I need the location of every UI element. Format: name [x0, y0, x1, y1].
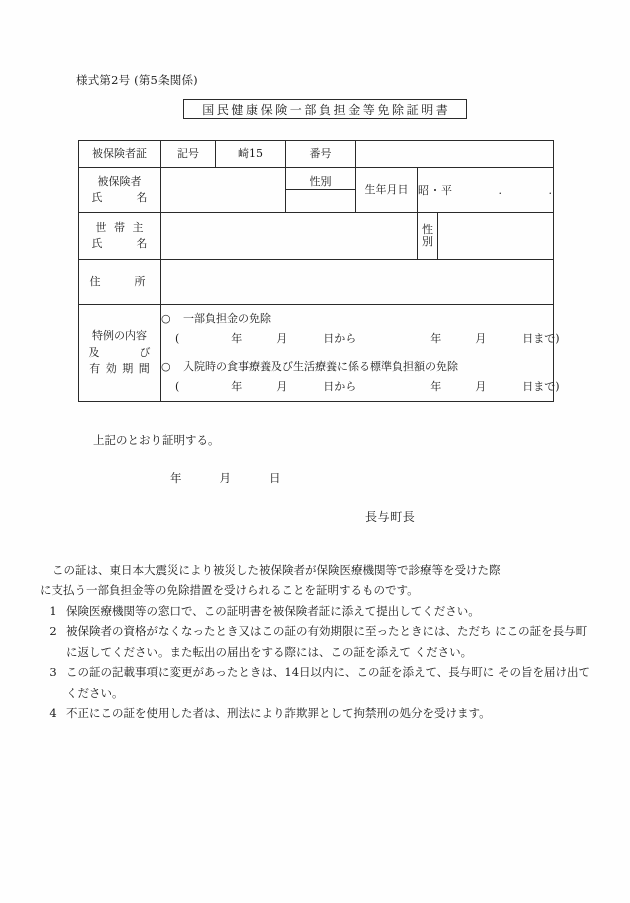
cell-special-label	[79, 305, 161, 402]
note-text: 保険医療機関等の窓口で、この証明書を被保険者証に添えて提出してください。	[66, 603, 480, 618]
cell-householder-name-label	[79, 213, 161, 260]
gender-split-table	[286, 173, 355, 208]
insured-name-label-line1: 被保険者	[97, 174, 142, 188]
notes-intro-line-1: この証は、東日本大震災により被災した被保険者が保険医療機関等で診療等を受けた際	[52, 563, 501, 577]
note-text: 不正にこの証を使用した者は、刑法により詐欺罪として拘禁刑の処分を受けます。	[66, 706, 491, 721]
insured-name-label-line2: 氏 名	[91, 191, 152, 204]
householder-label-line1: 世 帯 主	[95, 220, 146, 234]
cell-address-label	[79, 260, 161, 305]
cell-householder-gender-value[interactable]	[438, 213, 554, 260]
cell-insured-gender	[286, 168, 356, 213]
householder-label-line2: 氏 名	[91, 237, 152, 250]
note-item	[40, 662, 592, 703]
insured-gender-value[interactable]	[286, 189, 355, 208]
special-option-1[interactable]	[161, 309, 553, 329]
table-row-special-provisions	[79, 305, 554, 402]
special-option-2[interactable]	[161, 357, 553, 377]
option-1-period[interactable]	[161, 329, 560, 349]
note-line: ください。	[414, 644, 473, 659]
note-item	[40, 621, 592, 662]
table-row-householder	[79, 213, 554, 260]
option-2-year-from: 年	[231, 379, 243, 393]
note-number: 1	[49, 603, 57, 618]
option-1-day-to: 日まで)	[522, 332, 560, 346]
option-1-day-from: 日から	[323, 332, 357, 346]
cell-special-content	[161, 305, 560, 402]
cell-address-value[interactable]	[161, 260, 554, 305]
option-2-day-to: 日まで)	[522, 379, 560, 393]
note-text	[66, 662, 592, 703]
gender-label-row	[286, 173, 355, 190]
issuer-name: 長与町長	[365, 510, 416, 524]
option-1-paren-open: (	[175, 332, 180, 346]
householder-gender-char1: 性	[422, 222, 433, 236]
dob-era-label: 昭・平	[418, 184, 453, 197]
cell-householder-name-value[interactable]	[161, 213, 418, 260]
option-1-month-from: 月	[276, 332, 288, 346]
gender-value-row	[286, 189, 355, 208]
option-1-month-to: 月	[475, 332, 487, 346]
note-line: 被保険者の資格がなくなったとき又はこの証の有効期限に至ったときには、ただち	[66, 624, 492, 639]
option-1-text: 一部負担金の免除	[183, 311, 271, 325]
option-2-checkbox-circle-icon[interactable]: ○	[161, 359, 171, 373]
note-number: 4	[49, 706, 57, 721]
address-label-text: 住 所	[89, 274, 150, 288]
option-2-day-from: 日から	[323, 379, 357, 393]
option-1-year-to: 年	[430, 332, 442, 346]
special-label-line2: 及 び	[88, 345, 157, 359]
cell-bangou-value[interactable]	[356, 141, 554, 168]
dob-separator-2: .	[548, 184, 553, 197]
option-2-paren-open: (	[175, 379, 180, 393]
special-options-spacer	[161, 350, 553, 357]
cell-insured-name-label	[79, 168, 161, 213]
document-title-box	[183, 99, 467, 119]
note-item	[40, 601, 592, 621]
cell-dob-value[interactable]	[418, 168, 554, 213]
note-line: この証の記載事項に変更があったときは、14日以内に、この証を添えて、長与町に	[66, 665, 495, 680]
notes-intro-line-2: に支払う一部負担金等の免除措置を受けられることを証明するものです。	[40, 583, 419, 598]
note-item	[40, 703, 592, 723]
note-number: 3	[49, 665, 57, 680]
cell-insured-name-value[interactable]	[161, 168, 286, 213]
option-1-year-from: 年	[231, 332, 243, 346]
dob-separator-1: .	[498, 184, 503, 197]
date-year-label: 年	[170, 471, 182, 485]
option-2-period[interactable]	[161, 377, 560, 397]
option-2-year-to: 年	[430, 379, 442, 393]
form-number: 様式第2号 (第5条関係)	[76, 73, 198, 87]
cell-bangou-label: 番号	[286, 141, 356, 168]
cell-insured-card-label: 被保険者証	[79, 141, 161, 168]
option-2-month-from: 月	[276, 379, 288, 393]
note-line: にこの証を長与町に返してください。また転出の届出をする際には、この証を添えて	[66, 624, 588, 659]
date-day-label: 日	[269, 471, 281, 485]
cell-householder-gender-label	[418, 213, 438, 260]
explanatory-notes	[40, 560, 592, 724]
certificate-form-table	[78, 140, 560, 402]
table-row-address	[79, 260, 554, 305]
cell-kigou-label: 記号	[161, 141, 216, 168]
table-row-insured-person	[79, 168, 554, 213]
cell-kigou-value[interactable]: 崎15	[216, 141, 286, 168]
page-title: 国民健康保険一部負担金等免除証明書	[202, 102, 451, 117]
date-month-label: 月	[219, 471, 231, 485]
option-2-month-to: 月	[475, 379, 487, 393]
table-row-insured-card	[79, 141, 554, 168]
certification-statement: 上記のとおり証明する。	[93, 433, 220, 447]
note-number: 2	[49, 624, 57, 639]
special-label-line1: 特例の内容	[92, 329, 147, 343]
note-text	[66, 621, 592, 662]
note-line: その旨を届け出てください。	[66, 665, 590, 700]
householder-gender-char2: 別	[422, 235, 433, 248]
insured-gender-label: 性別	[286, 173, 355, 190]
option-2-text: 入院時の食事療養及び生活療養に係る標準負担額の免除	[183, 359, 458, 373]
option-1-checkbox-circle-icon[interactable]: ○	[161, 311, 171, 325]
cell-dob-label: 生年月日	[356, 168, 418, 213]
special-label-line3: 有 効 期 間	[89, 362, 151, 376]
certification-date-line[interactable]	[170, 470, 281, 486]
